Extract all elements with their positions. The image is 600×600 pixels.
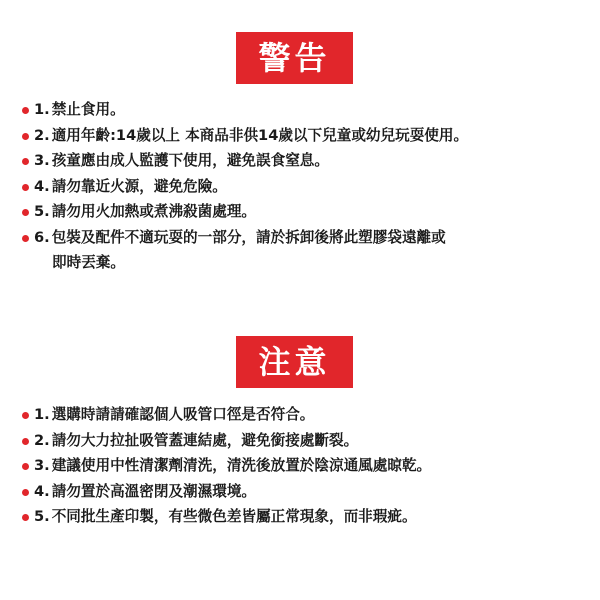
notice-list <box>0 402 600 530</box>
item-text: 請勿用火加熱或煮沸殺菌處理。 <box>51 203 257 220</box>
item-text: 選購時請請確認個人吸管口徑是否符合。 <box>51 406 315 423</box>
item-number: 1. <box>34 406 50 423</box>
item-text: 孩童應由成人監護下使用，避免誤食窒息。 <box>51 152 329 169</box>
item-number: 2. <box>34 126 50 144</box>
bullet-dot-icon <box>22 158 29 165</box>
warning-item <box>0 199 600 225</box>
item-text: 建議使用中性清潔劑清洗，清洗後放置於陰涼通風處晾乾。 <box>51 457 432 474</box>
item-number: 2. <box>34 431 50 449</box>
item-text: 包裝及配件不適玩耍的一部分，請於拆卸後將此塑膠袋遠離或 <box>51 228 446 246</box>
bullet-dot-icon <box>22 209 29 216</box>
warning-heading: 警告 <box>236 32 353 84</box>
notice-item <box>0 453 600 479</box>
warning-item <box>0 225 600 276</box>
warning-item <box>0 148 600 174</box>
item-number: 1. <box>34 101 50 118</box>
item-text: 請勿置於高溫密閉及潮濕環境。 <box>51 482 257 500</box>
warning-item <box>0 174 600 200</box>
item-number: 6. <box>34 228 50 246</box>
bullet-dot-icon <box>22 133 29 140</box>
item-number: 4. <box>34 482 50 500</box>
item-number: 5. <box>34 508 50 525</box>
notice-item <box>0 479 600 505</box>
item-text-continuation: 即時丟棄。 <box>52 254 125 271</box>
bullet-dot-icon <box>22 463 29 470</box>
notice-heading: 注意 <box>236 336 353 388</box>
item-text: 適用年齡:14歲以上 本商品非供14歲以下兒童或幼兒玩耍使用。 <box>51 126 469 144</box>
warning-list <box>0 97 600 276</box>
warning-item <box>0 123 600 149</box>
item-number: 4. <box>34 177 50 195</box>
bullet-dot-icon <box>22 438 29 445</box>
bullet-dot-icon <box>22 235 29 242</box>
notice-item <box>0 402 600 428</box>
notice-item <box>0 428 600 454</box>
notice-item <box>0 504 600 530</box>
bullet-dot-icon <box>22 514 29 521</box>
item-text: 請勿大力拉扯吸管蓋連結處，避免銜接處斷裂。 <box>51 431 359 449</box>
item-text: 禁止食用。 <box>51 101 125 118</box>
bullet-dot-icon <box>22 489 29 496</box>
item-number: 5. <box>34 203 50 220</box>
warning-item <box>0 97 600 123</box>
bullet-dot-icon <box>22 184 29 191</box>
item-text: 請勿靠近火源，避免危險。 <box>51 177 227 195</box>
item-text: 不同批生產印製，有些微色差皆屬正常現象，而非瑕疵。 <box>51 508 417 525</box>
item-number: 3. <box>34 152 50 169</box>
bullet-dot-icon <box>22 412 29 419</box>
item-number: 3. <box>34 457 50 474</box>
bullet-dot-icon <box>22 107 29 114</box>
